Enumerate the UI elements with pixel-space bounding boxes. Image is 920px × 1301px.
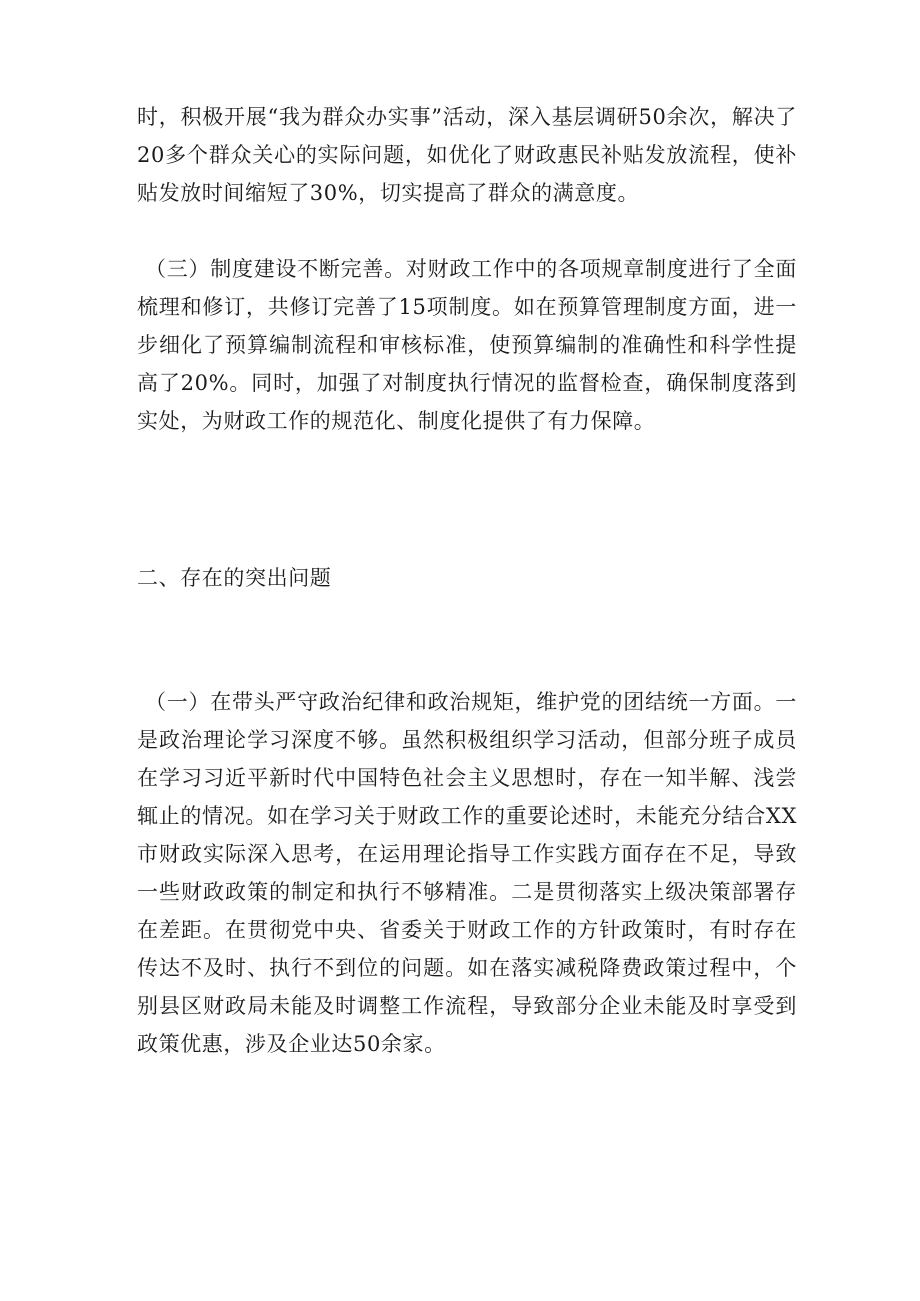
paragraph-continuation: 时，积极开展“我为群众办实事”活动，深入基层调研50余次，解决了20多个群众关心的实际问题，如优化了财政惠民补贴发放流程，使补贴发放时间缩短了30%，切实提高了群众的满意度。 <box>137 105 797 205</box>
section-heading-problems: 二、存在的突出问题 <box>137 566 332 590</box>
paragraph-institution-building: （三）制度建设不断完善。对财政工作中的各项规章制度进行了全面梳理和修订，共修订完善了15项制度。如在预算管理制度方面，进一步细化了预算编制流程和审核标准，使预算编制的准确性和科学性提高了20%。同时，加强了对制度执行情况的监督检查，确保制度落到实处，为财政工作的规范化、制度化提供了有力保障。 <box>137 257 797 433</box>
paragraph-political-discipline: （一）在带头严守政治纪律和政治规矩，维护党的团结统一方面。一是政治理论学习深度不够。虽然积极组织学习活动，但部分班子成员在学习习近平新时代中国特色社会主义思想时，存在一知半解、浅尝辄止的情况。如在学习关于财政工作的重要论述时，未能充分结合XX市财政实际深入思考，在运用理论指导工作实践方面存在不足，导致一些财政政策的制定和执行不够精准。二是贯彻落实上级决策部署存在差距。在贯彻党中央、省委关于财政工作的方针政策时，有时存在传达不及时、执行不到位的问题。如在落实减税降费政策过程中，个别县区财政局未能及时调整工作流程，导致部分企业未能及时享受到政策优惠，涉及企业达50余家。 <box>137 690 797 1056</box>
